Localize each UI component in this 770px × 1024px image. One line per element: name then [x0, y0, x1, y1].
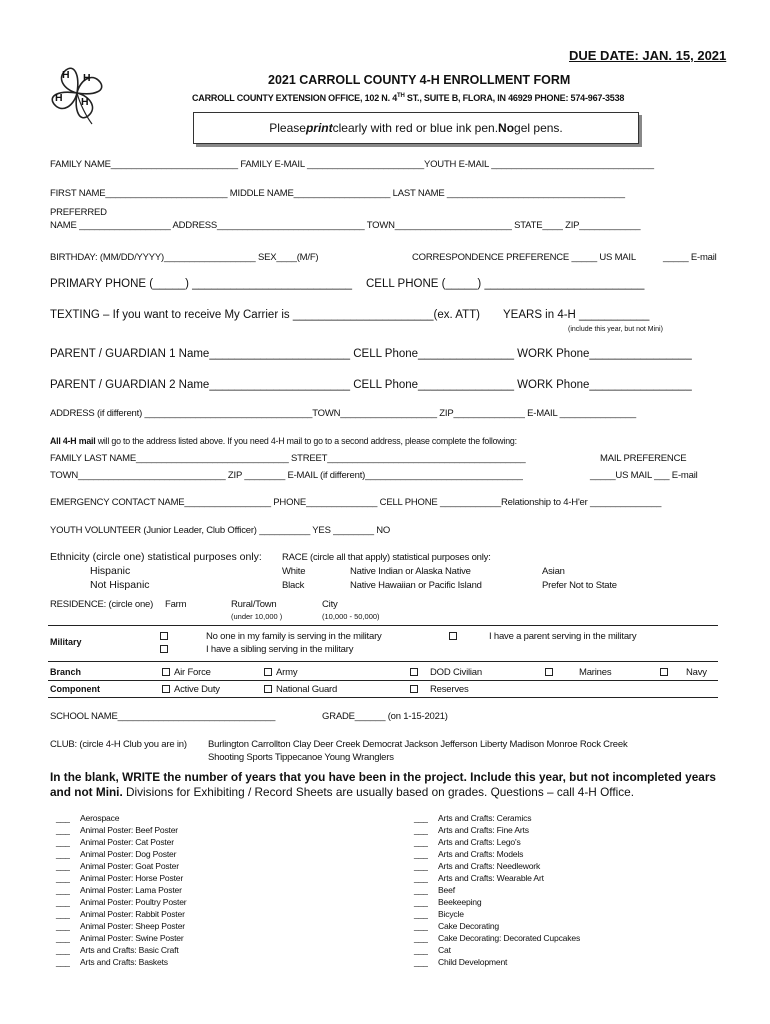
project-item[interactable]: [414, 860, 580, 872]
project-item[interactable]: [414, 836, 580, 848]
project-item[interactable]: [414, 848, 580, 860]
project-years-blank[interactable]: ___: [56, 885, 70, 895]
project-item[interactable]: [414, 824, 580, 836]
name-line[interactable]: FIRST NAME________________________ MIDDLE NAME___________________ LAST NAME ___________________________________: [50, 188, 625, 199]
ethnicity-not-hispanic[interactable]: Not Hispanic: [90, 579, 150, 591]
project-years-blank[interactable]: ___: [56, 861, 70, 871]
branch-air-force[interactable]: Air Force: [162, 667, 211, 678]
project-item[interactable]: [414, 920, 580, 932]
office-address: CARROLL COUNTY EXTENSION OFFICE, 102 N. 4TH ST., SUITE B, FLORA, IN 46929 PHONE: 574-967-3538: [192, 93, 625, 103]
project-name: Animal Poster: Dog Poster: [80, 849, 177, 859]
town-zip-line[interactable]: TOWN_____________________________ ZIP ________ E-MAIL (if different)_______________________________: [50, 470, 523, 481]
logo-letter: H: [62, 69, 70, 81]
parent2-line[interactable]: PARENT / GUARDIAN 2 Name______________________ CELL Phone_______________ WORK Phone________________: [50, 379, 692, 391]
project-years-blank[interactable]: ___: [56, 909, 70, 919]
project-years-blank[interactable]: ___: [56, 921, 70, 931]
cell-phone-line[interactable]: CELL PHONE (_____) _________________________: [366, 278, 645, 290]
clover-logo: [44, 60, 110, 126]
due-date: DUE DATE: JAN. 15, 2021: [569, 48, 727, 63]
project-name: Beef: [438, 885, 455, 895]
project-years-blank[interactable]: ___: [414, 933, 428, 943]
project-item[interactable]: [414, 872, 580, 884]
preferred-address-line[interactable]: NAME __________________ ADDRESS_____________________________ TOWN_______________________ STATE____ ZIP____________: [50, 220, 641, 231]
years-line[interactable]: YEARS in 4-H ___________: [503, 309, 650, 321]
logo-letter: H: [83, 72, 91, 84]
texting-line[interactable]: TEXTING – If you want to receive My Carrier is ______________________(ex. ATT): [50, 309, 480, 321]
project-item[interactable]: [56, 848, 186, 860]
project-name: Animal Poster: Swine Poster: [80, 933, 184, 943]
club-label: CLUB: (circle 4-H Club you are in): [50, 739, 187, 750]
project-name: Arts and Crafts: Fine Arts: [438, 825, 529, 835]
project-item[interactable]: [56, 872, 186, 884]
project-years-blank[interactable]: ___: [414, 945, 428, 955]
project-years-blank[interactable]: ___: [56, 873, 70, 883]
divider: [48, 680, 718, 681]
project-name: Arts and Crafts: Lego's: [438, 837, 521, 847]
project-name: Arts and Crafts: Ceramics: [438, 813, 532, 823]
preferred-label: PREFERRED: [50, 207, 107, 218]
mail-pref-label: MAIL PREFERENCE: [600, 453, 687, 464]
family-last-line[interactable]: FAMILY LAST NAME______________________________ STREET_______________________________________: [50, 453, 526, 464]
residence-city-note: (10,000 - 50,000): [322, 612, 380, 621]
project-years-blank[interactable]: ___: [414, 921, 428, 931]
parent1-line[interactable]: PARENT / GUARDIAN 1 Name______________________ CELL Phone_______________ WORK Phone________________: [50, 348, 692, 360]
project-years-blank[interactable]: ___: [414, 813, 428, 823]
project-years-blank[interactable]: ___: [414, 837, 428, 847]
form-title: 2021 CARROLL COUNTY 4-H ENROLLMENT FORM: [268, 73, 571, 87]
project-name: Arts and Crafts: Models: [438, 849, 524, 859]
project-item[interactable]: [56, 824, 186, 836]
project-name: Cake Decorating: [438, 921, 500, 931]
project-item[interactable]: [56, 812, 186, 824]
project-name: Animal Poster: Poultry Poster: [80, 897, 187, 907]
project-item[interactable]: [414, 896, 580, 908]
project-years-blank[interactable]: ___: [414, 957, 428, 967]
race-asian[interactable]: Asian: [542, 566, 565, 577]
project-name: Arts and Crafts: Baskets: [80, 957, 168, 967]
correspondence-pref[interactable]: CORRESPONDENCE PREFERENCE _____ US MAIL: [412, 252, 636, 263]
branch-army[interactable]: Army: [264, 667, 297, 678]
branch-marines[interactable]: Marines: [545, 667, 611, 678]
address-diff-line[interactable]: ADDRESS (if different) _________________________________TOWN___________________ ZIP______________ E-MAIL _______________: [50, 408, 636, 419]
projects-right: [414, 812, 580, 968]
component-reserves[interactable]: Reserves: [410, 684, 469, 695]
project-item[interactable]: [56, 944, 186, 956]
project-name: Child Development: [438, 957, 508, 967]
project-years-blank[interactable]: ___: [56, 837, 70, 847]
project-name: Animal Poster: Goat Poster: [80, 861, 179, 871]
primary-phone-line[interactable]: PRIMARY PHONE (_____) _________________________: [50, 278, 352, 290]
race-native-indian[interactable]: Native Indian or Alaska Native: [350, 566, 471, 577]
project-years-blank[interactable]: ___: [56, 897, 70, 907]
project-item[interactable]: [56, 884, 186, 896]
projects-left: [56, 812, 186, 968]
component-label: Component: [50, 684, 100, 694]
ethnicity-label: Ethnicity (circle one) statistical purposes only:: [50, 551, 262, 563]
project-years-blank[interactable]: ___: [56, 849, 70, 859]
project-years-blank[interactable]: ___: [56, 813, 70, 823]
project-item[interactable]: [56, 932, 186, 944]
project-name: Bicycle: [438, 909, 464, 919]
military-opt-none[interactable]: No one in my family is serving in the military: [160, 631, 382, 642]
race-black[interactable]: Black: [282, 580, 305, 591]
project-years-blank[interactable]: ___: [56, 825, 70, 835]
emergency-line[interactable]: EMERGENCY CONTACT NAME_________________ PHONE______________ CELL PHONE ____________Relationship to 4-H'er ______________: [50, 497, 662, 508]
project-item[interactable]: [414, 908, 580, 920]
project-years-blank[interactable]: ___: [56, 945, 70, 955]
project-name: Arts and Crafts: Wearable Art: [438, 873, 544, 883]
project-years-blank[interactable]: ___: [414, 873, 428, 883]
project-name: Animal Poster: Horse Poster: [80, 873, 184, 883]
project-item[interactable]: [414, 944, 580, 956]
family-line[interactable]: FAMILY NAME_________________________ FAMILY E-MAIL _______________________YOUTH E-MAIL ________________________________: [50, 159, 654, 170]
club-options[interactable]: Burlington Carrollton Clay Deer Creek Democrat Jackson Jefferson Liberty Madison Monroe Rock Creek: [208, 739, 628, 750]
project-name: Animal Poster: Rabbit Poster: [80, 909, 185, 919]
logo-letter: H: [81, 96, 89, 108]
project-name: Animal Poster: Lama Poster: [80, 885, 182, 895]
grade-line[interactable]: GRADE______ (on 1-15-2021): [322, 711, 448, 722]
project-name: Animal Poster: Beef Poster: [80, 825, 178, 835]
project-item[interactable]: [56, 956, 186, 968]
component-national-guard[interactable]: National Guard: [264, 684, 337, 695]
component-active-duty[interactable]: Active Duty: [162, 684, 220, 695]
race-white[interactable]: White: [282, 566, 306, 577]
residence-rural-note: (under 10,000 ): [231, 612, 283, 621]
project-name: Beekeeping: [438, 897, 482, 907]
project-item[interactable]: [56, 860, 186, 872]
residence-farm[interactable]: Farm: [165, 599, 187, 610]
ethnicity-hispanic[interactable]: Hispanic: [90, 565, 131, 577]
project-item[interactable]: [56, 920, 186, 932]
military-opt-parent[interactable]: I have a parent serving in the military: [449, 631, 636, 642]
birthday-line[interactable]: BIRTHDAY: (MM/DD/YYYY)__________________ SEX____(M/F): [50, 252, 319, 263]
project-name: Aerospace: [80, 813, 120, 823]
residence-rural[interactable]: Rural/Town: [231, 599, 277, 610]
divider: [48, 625, 718, 626]
project-years-blank[interactable]: ___: [414, 897, 428, 907]
race-label: RACE (circle all that apply) statistical purposes only:: [282, 552, 491, 563]
project-item[interactable]: [56, 908, 186, 920]
residence-city[interactable]: City: [322, 599, 338, 610]
project-years-blank[interactable]: ___: [414, 885, 428, 895]
email-pref[interactable]: _____ E-mail: [663, 252, 717, 263]
project-name: Cake Decorating: Decorated Cupcakes: [438, 933, 581, 943]
military-opt-sibling[interactable]: I have a sibling serving in the military: [160, 644, 353, 655]
residence-label: RESIDENCE: (circle one): [50, 599, 154, 610]
project-item[interactable]: [414, 956, 580, 968]
project-years-blank[interactable]: ___: [56, 933, 70, 943]
instruction-box: Please print clearly with red or blue ink pen. No gel pens.: [193, 112, 639, 144]
divider: [48, 697, 718, 698]
project-item[interactable]: [56, 896, 186, 908]
project-item[interactable]: [414, 932, 580, 944]
school-name-line[interactable]: SCHOOL NAME_______________________________: [50, 711, 276, 722]
project-item[interactable]: [414, 812, 580, 824]
project-name: Animal Poster: Sheep Poster: [80, 921, 185, 931]
years-note: (include this year, but not Mini): [568, 326, 663, 333]
project-years-blank[interactable]: ___: [414, 909, 428, 919]
project-name: Animal Poster: Cat Poster: [80, 837, 174, 847]
mail-pref-options[interactable]: _____US MAIL ___ E-mail: [590, 470, 698, 481]
project-years-blank[interactable]: ___: [414, 849, 428, 859]
race-prefer-not[interactable]: Prefer Not to State: [542, 580, 617, 591]
project-name: Arts and Crafts: Needlework: [438, 861, 541, 871]
race-native-hawaiian[interactable]: Native Hawaiian or Pacific Island: [350, 580, 482, 591]
volunteer-line[interactable]: YOUTH VOLUNTEER (Junior Leader, Club Officer) __________ YES ________ NO: [50, 525, 391, 536]
project-item[interactable]: [56, 836, 186, 848]
project-years-blank[interactable]: ___: [56, 957, 70, 967]
club-options-2[interactable]: Shooting Sports Tippecanoe Young Wranglers: [208, 752, 394, 763]
project-name: Arts and Crafts: Basic Craft: [80, 945, 179, 955]
project-years-blank[interactable]: ___: [414, 861, 428, 871]
branch-dod-civilian[interactable]: DOD Civilian: [410, 667, 482, 678]
logo-letter: H: [55, 92, 63, 104]
branch-label: Branch: [50, 667, 82, 677]
branch-navy[interactable]: Navy: [660, 667, 707, 678]
project-years-blank[interactable]: ___: [414, 825, 428, 835]
mail-note: All 4-H mail will go to the address listed above. If you need 4-H mail to go to a second address, please complete the following:: [50, 436, 517, 446]
projects-intro: In the blank, WRITE the number of years that you have been in the project. Include this year, but not incompleted years and not Mini. Divisions for Exhibiting / Record Sheets are usually based on grades. Questions – call 4-H Office.: [50, 770, 716, 799]
project-item[interactable]: [414, 884, 580, 896]
divider: [48, 661, 718, 662]
military-label: Military: [50, 637, 82, 647]
project-name: Cat: [438, 945, 451, 955]
